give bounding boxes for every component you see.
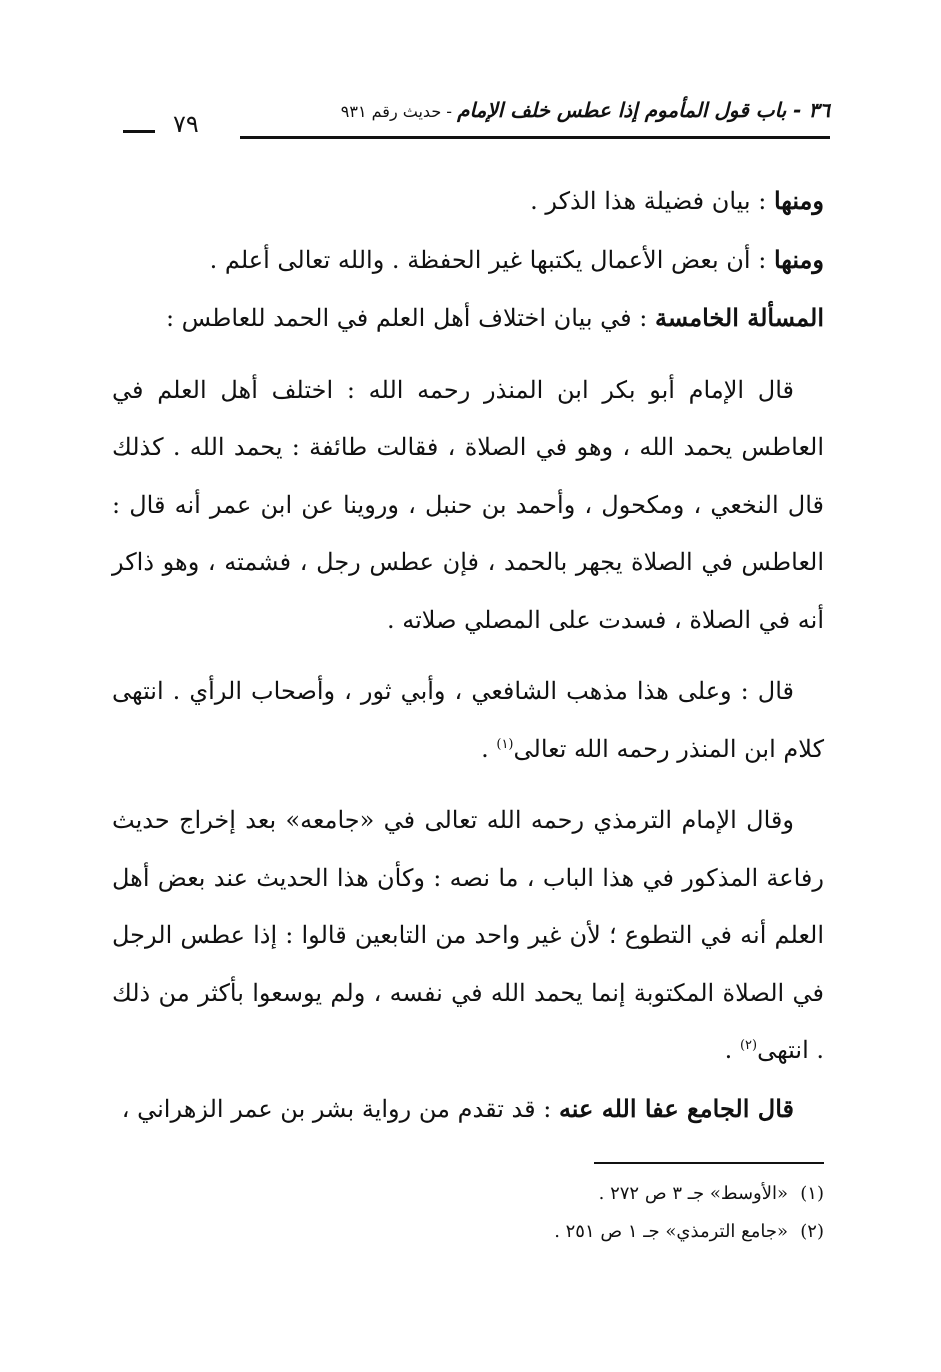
- paragraph-lead: ومنها: [773, 244, 824, 274]
- footnote-number: (٢): [800, 1221, 824, 1242]
- footnote-ref[interactable]: (٢): [739, 1038, 758, 1053]
- footnote: [112, 1213, 824, 1251]
- paragraph: قال الجامع عفا الله عنه : قد تقدم من رواية بشر بن عمر الزهراني ،: [121, 1093, 794, 1123]
- footnote-number: (١): [800, 1183, 824, 1204]
- body-text: [112, 172, 824, 1138]
- paragraph-lead: المسألة الخامسة: [654, 303, 824, 332]
- paragraph: قال : وعلى هذا مذهب الشافعي ، وأبي ثور ، وأصحاب الرأي . انتهى كلام ابن المنذر رحمه الله تعالى$^{(١)}$ .: [112, 677, 824, 763]
- paragraph: ومنها : أن بعض الأعمال يكتبها غير الحفظة . والله تعالى أعلم .: [209, 244, 824, 274]
- hadith-number: - حديث رقم ٩٣١: [340, 102, 458, 121]
- footnote-separator: [594, 1162, 824, 1164]
- footnote: [112, 1175, 824, 1213]
- page-number: ٧٩: [173, 110, 199, 138]
- header-rule: [240, 136, 830, 139]
- paragraph-lead: ومنها: [773, 186, 824, 215]
- page-number-dash: [123, 130, 155, 133]
- footnotes: [112, 1175, 824, 1251]
- chapter-title: ٣٦ - باب قول المأموم إذا عطس خلف الإمام - حديث رقم ٩٣١: [340, 98, 830, 122]
- paragraph: ومنها : بيان فضيلة هذا الذكر .: [530, 186, 824, 215]
- paragraph: وقال الإمام الترمذي رحمه الله تعالى في «جامعه» بعد إخراج حديث رفاعة المذكور في هذا الباب ، ما نصه : وكأن هذا الحديث عند بعض أهل العلم أنه في التطوع ؛ لأن غير واحد من التابعين قالوا : إذا عطس الرجل في الصلاة المكتوبة إنما يحمد الله في نفسه ، ولم يوسعوا بأكثر من ذلك . انتهى$^{(٢)}$ .: [112, 806, 824, 1064]
- paragraph: المسألة الخامسة : في بيان اختلاف أهل العلم في الحمد للعاطس :: [165, 303, 824, 332]
- footnote-text: «جامع الترمذي» جـ ١ ص ٢٥١ .: [554, 1221, 788, 1242]
- running-header: [115, 98, 830, 138]
- footnote-ref[interactable]: (١): [496, 736, 514, 752]
- paragraph-lead: قال الجامع عفا الله عنه: [558, 1093, 794, 1123]
- paragraph: قال الإمام أبو بكر ابن المنذر رحمه الله : اختلف أهل العلم في العاطس يحمد الله ، وهو في الصلاة ، فقالت طائفة : يحمد الله . كذلك قال النخعي ، ومكحول ، وأحمد بن حنبل ، وروينا عن ابن عمر أنه قال : العاطس في الصلاة يجهر بالحمد ، فإن عطس رجل ، فشمته ، وهو ذاكر أنه في الصلاة ، فسدت على المصلي صلاته .: [112, 375, 825, 634]
- footnote-text: «الأوسط» جـ ٣ ص ٢٧٢ .: [598, 1183, 788, 1204]
